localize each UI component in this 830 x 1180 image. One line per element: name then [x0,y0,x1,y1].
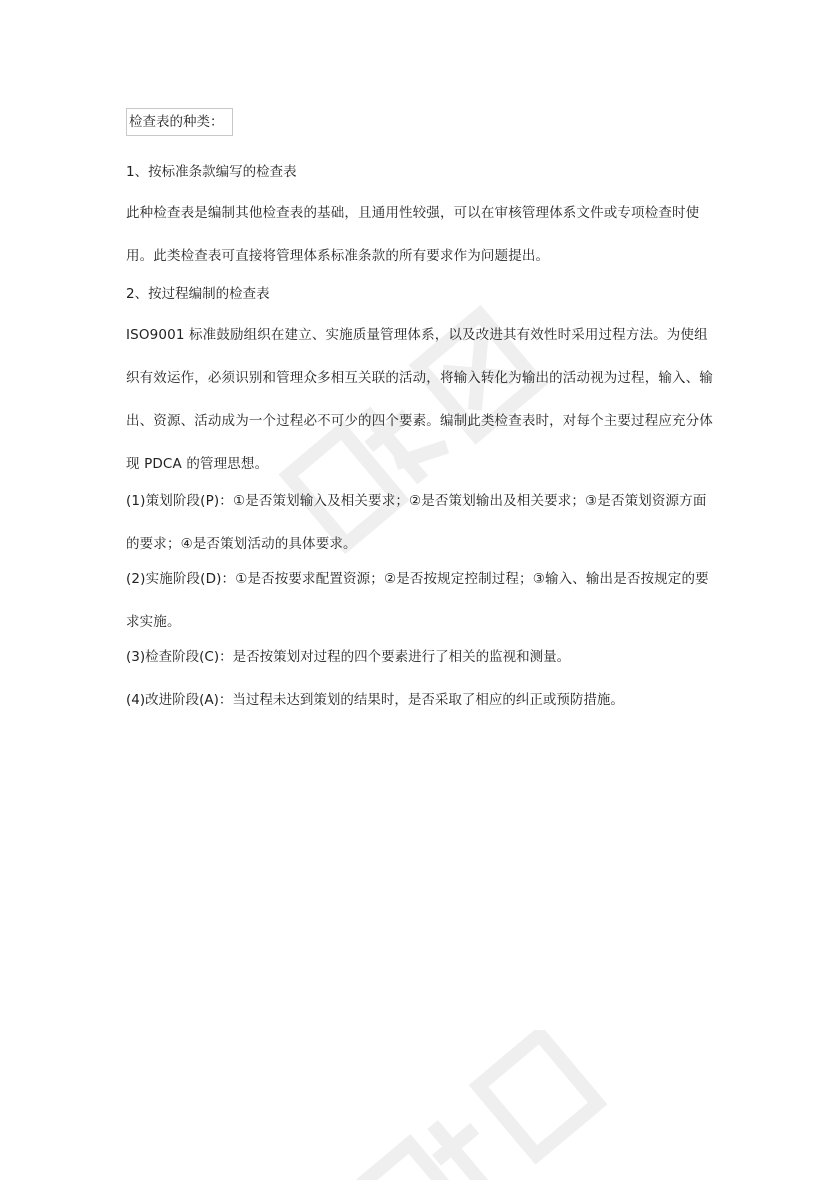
section-body-2: ISO9001 标准鼓励组织在建立、实施质量管理体系，以及改进其有效性时采用过程方法。为使组织有效运作，必须识别和管理众多相互关联的活动，将输入转化为输出的活动视为过程，输入、输出、资源、活动成为一个过程必不可少的四个要素。编制此类检查表时，对每个主要过程应充分体现 PDCA 的管理思想。 [126,327,713,472]
watermark-logo-bottom [340,1030,620,1180]
stage-plan: (1)策划阶段(P)：①是否策划输入及相关要求；②是否策划输出及相关要求；③是否策划资源方面的要求；④是否策划活动的具体要求。 [126,493,707,552]
stage-act: (4)改进阶段(A)：当过程未达到策划的结果时，是否采取了相应的纠正或预防措施。 [126,692,624,708]
document-content [126,108,716,733]
stage-do: (2)实施阶段(D)：①是否按要求配置资源；②是否按规定控制过程；③输入、输出是否按规定的要求实施。 [126,571,709,630]
section-title-2: 2、按过程编制的检查表 [126,286,270,302]
stage-check: (3)检查阶段(C)：是否按策划对过程的四个要素进行了相关的监视和测量。 [126,649,571,665]
section-heading: 检查表的种类： [126,108,233,136]
section-body-1: 此种检查表是编制其他检查表的基础，且通用性较强，可以在审核管理体系文件或专项检查时使用。此类检查表可直接将管理体系标准条款的所有要求作为问题提出。 [126,205,700,264]
section-title-1: 1、按标准条款编写的检查表 [126,164,297,180]
